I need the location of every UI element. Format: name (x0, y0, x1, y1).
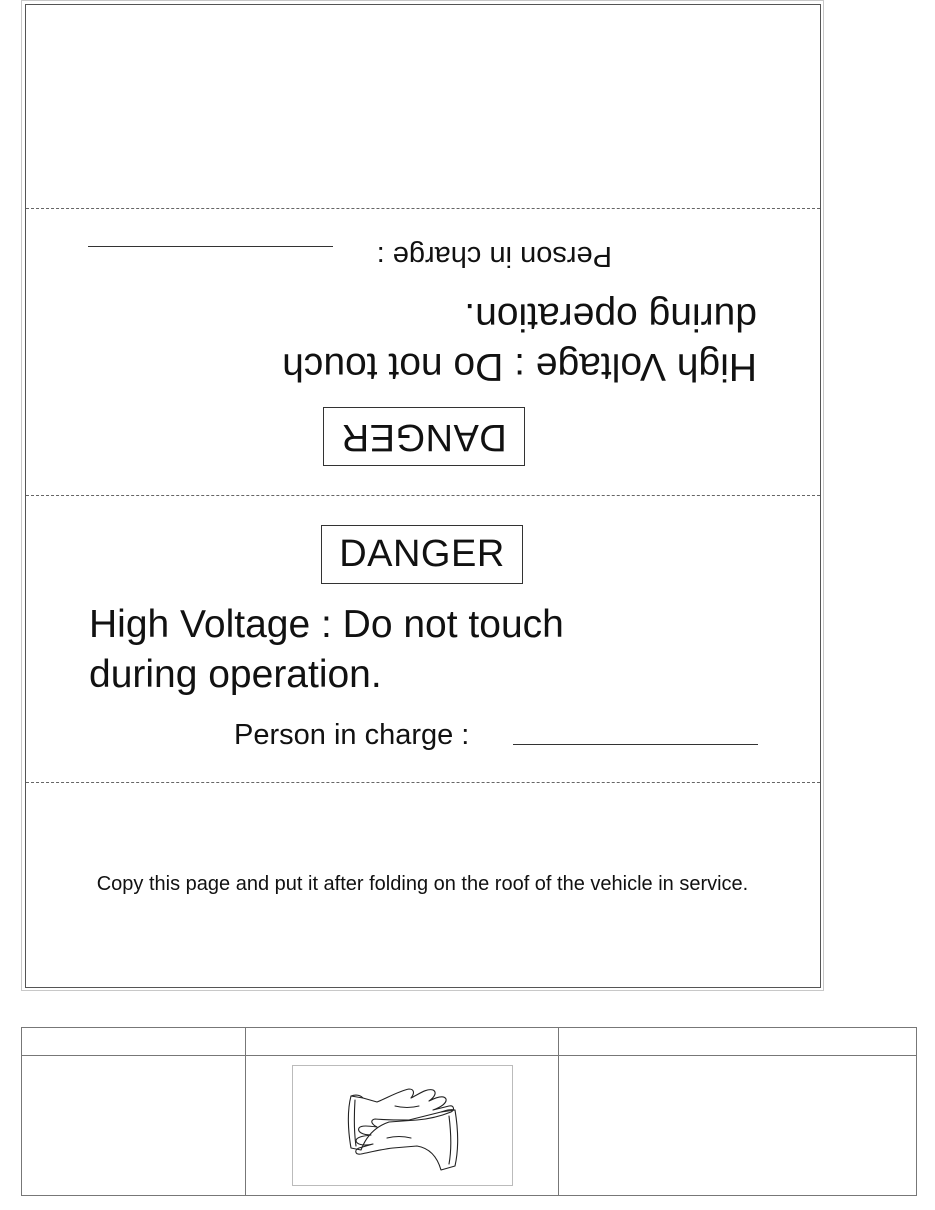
table-header-cell (559, 1028, 917, 1056)
table-header-cell (246, 1028, 559, 1056)
warning-line-2-inverted: during operation. (464, 295, 757, 338)
ppe-table (21, 1027, 917, 1196)
danger-label: DANGER (321, 525, 523, 584)
table-cell-image (246, 1056, 559, 1196)
table-row (22, 1056, 917, 1196)
fold-line-bottom (26, 782, 820, 783)
copy-instruction: Copy this page and put it after folding on the roof of the vehicle in service. (96, 873, 749, 895)
warning-line-2: during operation. (89, 653, 382, 696)
table-header-row (22, 1028, 917, 1056)
danger-label-inverted: DANGER (323, 407, 525, 466)
table-cell (559, 1056, 917, 1196)
gloves-image-frame (292, 1065, 513, 1186)
table-cell (22, 1056, 246, 1196)
warning-text-inverted (137, 291, 757, 391)
person-in-charge-line-inverted (88, 246, 333, 247)
insulating-gloves-icon (337, 1076, 467, 1176)
table-header-cell (22, 1028, 246, 1056)
warning-line-1: High Voltage : Do not touch (89, 603, 564, 646)
person-in-charge-label-inverted: Person in charge : (376, 240, 612, 272)
person-in-charge-line (513, 744, 758, 745)
warning-panel-inverted (26, 209, 820, 495)
warning-line-1-inverted: High Voltage : Do not touch (282, 345, 757, 388)
warning-panel (26, 496, 820, 782)
warning-text (89, 600, 709, 700)
person-in-charge-label: Person in charge : (234, 719, 470, 751)
